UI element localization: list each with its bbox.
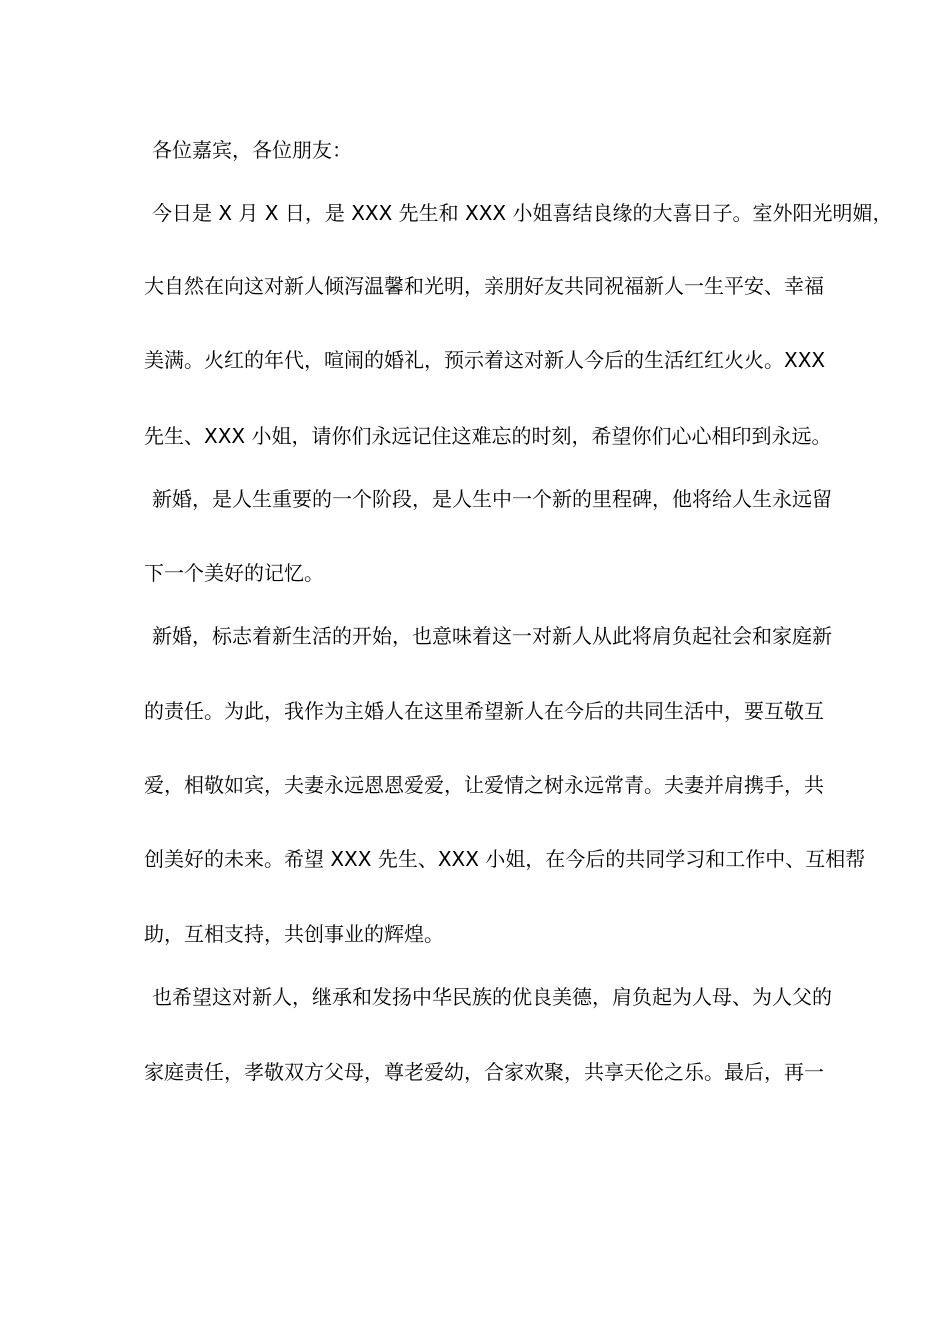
- paragraph-line: 下一个美好的记忆。: [144, 561, 324, 585]
- paragraph-line: 创美好的未来。希望 XXX 先生、XXX 小姐，在今后的共同学习和工作中、互相帮: [144, 847, 866, 871]
- paragraph-line: 助，互相支持，共创事业的辉煌。: [144, 922, 444, 946]
- paragraph-line: 也希望这对新人，继承和发扬中华民族的优良美德，肩负起为人母、为人父的: [152, 985, 832, 1009]
- paragraph-line: 新婚，是人生重要的一个阶段，是人生中一个新的里程碑，他将给人生永远留: [152, 487, 832, 511]
- salutation: 各位嘉宾，各位朋友：: [152, 138, 352, 162]
- paragraph-line: 新婚，标志着新生活的开始，也意味着这一对新人从此将肩负起社会和家庭新: [152, 624, 832, 648]
- paragraph-line: 今日是 X 月 X 日，是 XXX 先生和 XXX 小姐喜结良缘的大喜日子。室外阳光明媚，: [152, 201, 893, 225]
- paragraph-line: 大自然在向这对新人倾泻温馨和光明，亲朋好友共同祝福新人一生平安、幸福: [144, 274, 824, 298]
- paragraph-line: 的责任。为此，我作为主婚人在这里希望新人在今后的共同生活中，要互敬互: [144, 699, 824, 723]
- paragraph-line: 爱，相敬如宾，夫妻永远恩恩爱爱，让爱情之树永远常青。夫妻并肩携手，共: [144, 773, 824, 797]
- paragraph-line: 家庭责任，孝敬双方父母，尊老爱幼，合家欢聚，共享天伦之乐。最后，再一: [144, 1060, 824, 1084]
- paragraph-line: 美满。火红的年代，喧闹的婚礼，预示着这对新人今后的生活红红火火。XXX: [144, 348, 826, 372]
- paragraph-line: 先生、XXX 小姐，请你们永远记住这难忘的时刻，希望你们心心相印到永远。: [144, 424, 832, 448]
